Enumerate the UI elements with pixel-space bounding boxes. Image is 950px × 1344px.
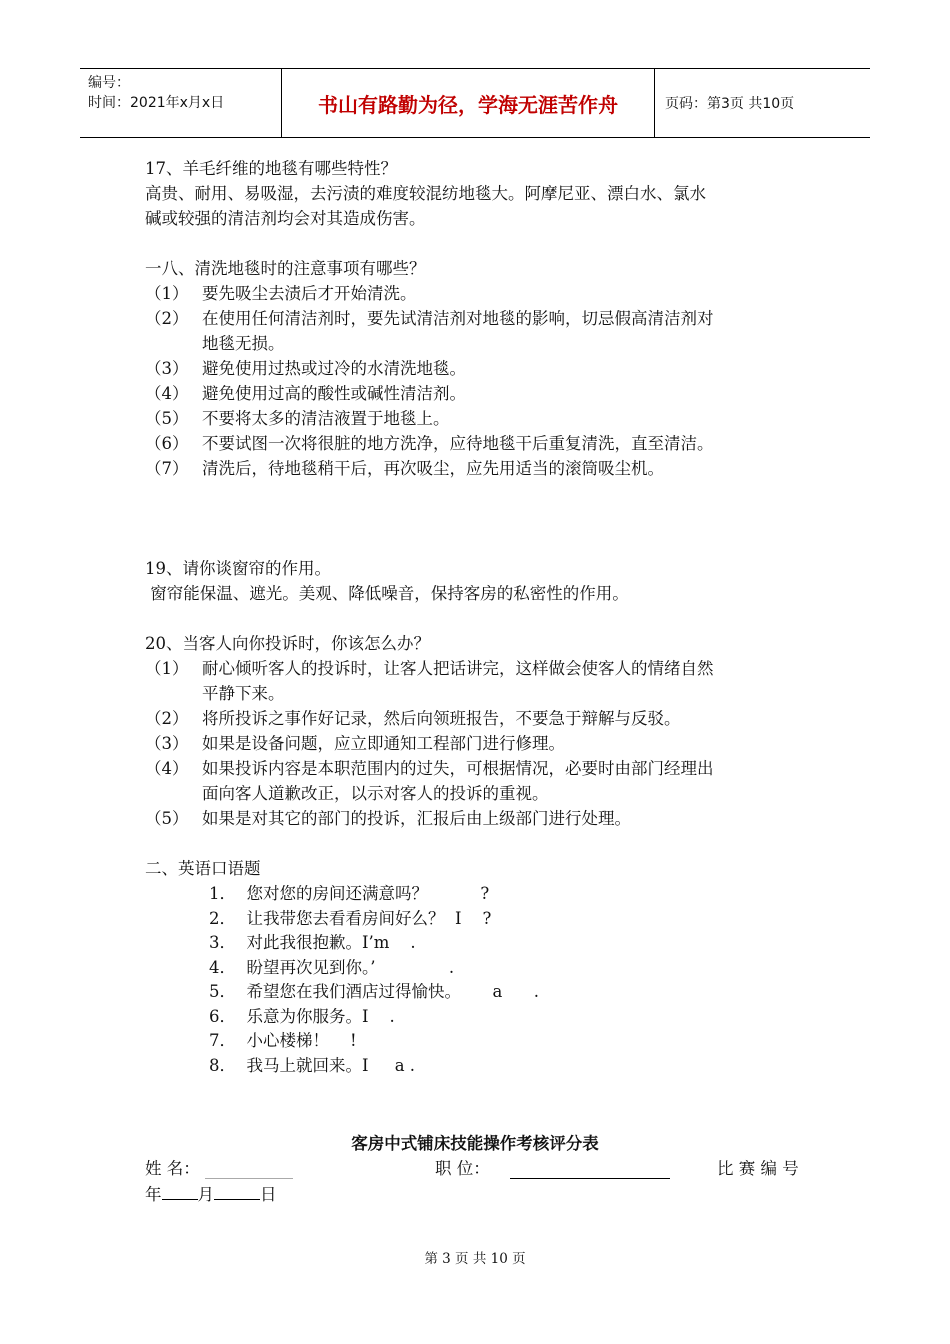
answer-17-line-1: 高贵、耐用、易吸湿，去污渍的难度较混纺地毯大。阿摩尼亚、漂白水、氯水 xyxy=(145,184,706,203)
month-label: 月 xyxy=(197,1185,214,1204)
english-item: 5． 希望您在我们酒店过得愉快。 a . xyxy=(209,982,540,1001)
header-motto: 书山有路勤为径，学海无涯苦作舟 xyxy=(282,69,655,137)
year-label: 年 xyxy=(145,1185,162,1204)
english-item: 2． 让我带您去看看房间好么？ I ? xyxy=(209,908,492,928)
question-18: 一八、清洗地毯时的注意事项有哪些？ xyxy=(145,259,426,278)
list-item: （7） 清洗后，待地毯稍干后，再次吸尘，应先用适当的滚筒吸尘机。 xyxy=(145,459,664,478)
name-field[interactable] xyxy=(205,1178,293,1179)
list-item: （6） 不要试图一次将很脏的地方洗净，应待地毯干后重复清洗，直至清洁。 xyxy=(145,434,714,453)
english-item: 7． 小心楼梯！ ! xyxy=(209,1031,357,1050)
day-label: 日 xyxy=(260,1185,277,1204)
document-body xyxy=(145,156,815,1077)
english-section-heading: 二、英语口语题 xyxy=(145,859,261,878)
question-20: 20、当客人向你投诉时，你该怎么办？ xyxy=(145,634,430,653)
list-item: （5） 不要将太多的清洁液置于地毯上。 xyxy=(145,409,450,428)
english-item: 6． 乐意为你服务。I . xyxy=(209,1006,395,1026)
list-item: （5） 如果是对其它的部门的投诉，汇报后由上级部门进行处理。 xyxy=(145,809,631,828)
english-item: 1． 您对您的房间还满意吗？ ? xyxy=(209,884,490,903)
question-17: 17、羊毛纤维的地毯有哪些特性？ xyxy=(145,159,397,178)
contest-number-label: 比 赛 编 号 xyxy=(717,1159,799,1178)
position-field[interactable] xyxy=(510,1178,670,1179)
english-item: 3． 对此我很抱歉。I’m . xyxy=(209,933,416,952)
list-item: （1） 耐心倾听客人的投诉时，让客人把话讲完，这样做会使客人的情绪自然 xyxy=(145,659,714,678)
answer-19: 窗帘能保温、遮光。美观、降低噪音，保持客房的私密性的作用。 xyxy=(145,584,629,603)
english-item: 8． 我马上就回来。I a . xyxy=(209,1055,416,1075)
list-item-continuation: 平静下来。 xyxy=(202,684,285,703)
list-item: （3） 避免使用过热或过冷的水清洗地毯。 xyxy=(145,359,466,378)
page-footer: 第 3 页 共 10 页 xyxy=(424,1251,526,1267)
document-date: 时间：2021年x月x日 xyxy=(88,95,225,111)
page-header xyxy=(80,68,870,138)
header-meta xyxy=(80,69,282,137)
position-label: 职 位： xyxy=(435,1159,490,1178)
english-item: 4． 盼望再次见到你。’ . xyxy=(209,957,455,977)
list-item: （4） 如果投诉内容是本职范围内的过失，可根据情况，必要时由部门经理出 xyxy=(145,759,714,778)
list-item: （4） 避免使用过高的酸性或碱性清洁剂。 xyxy=(145,384,466,403)
list-item: （1） 要先吸尘去渍后才开始清洗。 xyxy=(145,284,417,303)
header-page-info: 页码：第3页 共10页 xyxy=(665,96,795,112)
day-field[interactable] xyxy=(214,1181,260,1200)
list-item: （2） 在使用任何清洁剂时，要先试清洁剂对地毯的影响，切忌假高清洁剂对 xyxy=(145,309,714,328)
list-item: （2） 将所投诉之事作好记录，然后向领班报告，不要急于辩解与反驳。 xyxy=(145,709,681,728)
score-form-fields xyxy=(145,1155,810,1181)
score-form-title: 客房中式铺床技能操作考核评分表 xyxy=(351,1134,599,1153)
question-19: 19、请你谈窗帘的作用。 xyxy=(145,559,331,578)
month-field[interactable] xyxy=(162,1181,198,1200)
document-number-label: 编号： xyxy=(88,75,130,91)
name-label: 姓 名： xyxy=(145,1159,200,1178)
date-fields xyxy=(145,1181,277,1205)
list-item-continuation: 面向客人道歉改正，以示对客人的投诉的重视。 xyxy=(202,784,549,803)
list-item-continuation: 地毯无损。 xyxy=(202,334,285,353)
list-item: （3） 如果是设备问题，应立即通知工程部门进行修理。 xyxy=(145,734,565,753)
answer-17-line-2: 碱或较强的清洁剂均会对其造成伤害。 xyxy=(145,209,426,228)
